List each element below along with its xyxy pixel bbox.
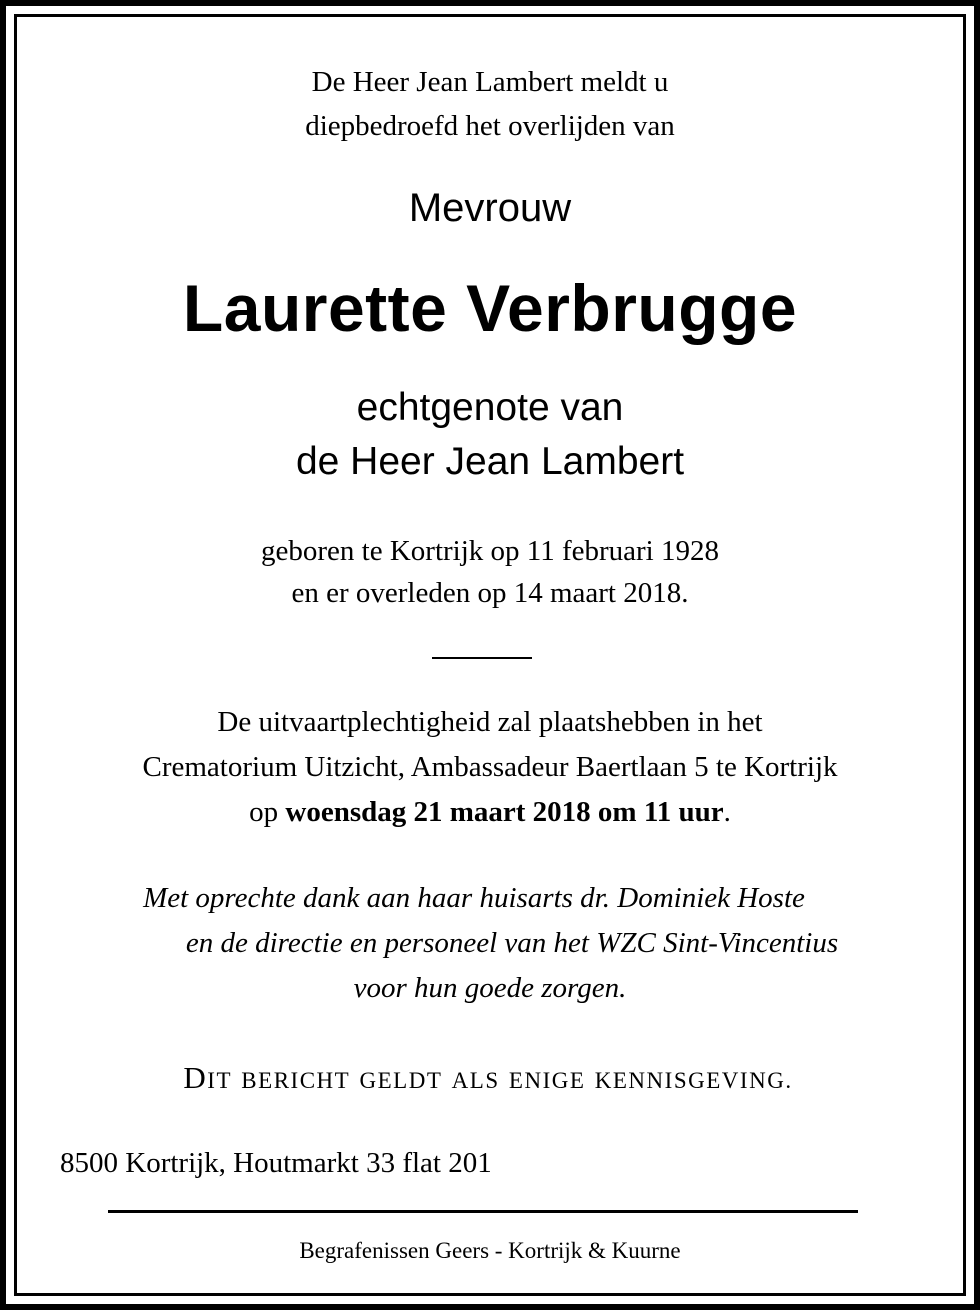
ceremony-suffix: . [723, 796, 731, 828]
funeral-home: Begrafenissen Geers - Kortrijk & Kuurne [299, 1238, 681, 1263]
spouse-line-2: de Heer Jean Lambert [295, 440, 685, 483]
deceased-title: Mevrouw [408, 186, 572, 230]
birth-line: geboren te Kortrijk op 11 februari 1928 [261, 535, 719, 567]
ceremony-line-2: Crematorium Uitzicht, Ambassadeur Baertlaan 5 te Kortrijk [142, 751, 838, 783]
notice-line [0, 1060, 978, 1096]
separator-short [432, 657, 532, 659]
separator-long [108, 1210, 858, 1213]
intro-line-2: diepbedroefd het overlijden van [305, 110, 675, 142]
death-line: en er overleden op 14 maart 2018. [291, 577, 689, 609]
ceremony-line-3 [0, 796, 980, 829]
ceremony-line-1: De uitvaartplechtigheid zal plaatshebben in het [217, 706, 763, 738]
deceased-name: Laurette Verbrugge [182, 271, 798, 345]
ceremony-datetime: woensdag 21 maart 2018 om 11 uur [285, 796, 724, 828]
address: 8500 Kortrijk, Houtmarkt 33 flat 201 [60, 1147, 492, 1179]
spouse-line-1: echtgenote van [356, 386, 624, 429]
thanks-line-2: en de directie en personeel van het WZC Sint-Vincentius [185, 927, 839, 959]
intro-line-1: De Heer Jean Lambert meldt u [311, 66, 669, 98]
thanks-line-1: Met oprechte dank aan haar huisarts dr. Dominiek Hoste [143, 882, 805, 914]
notice-smallcaps: DIT BERICHT GELDT ALS ENIGE KENNISGEVING. [183, 1060, 793, 1095]
thanks-line-3: voor hun goede zorgen. [353, 972, 627, 1004]
ceremony-prefix: op [249, 796, 286, 828]
